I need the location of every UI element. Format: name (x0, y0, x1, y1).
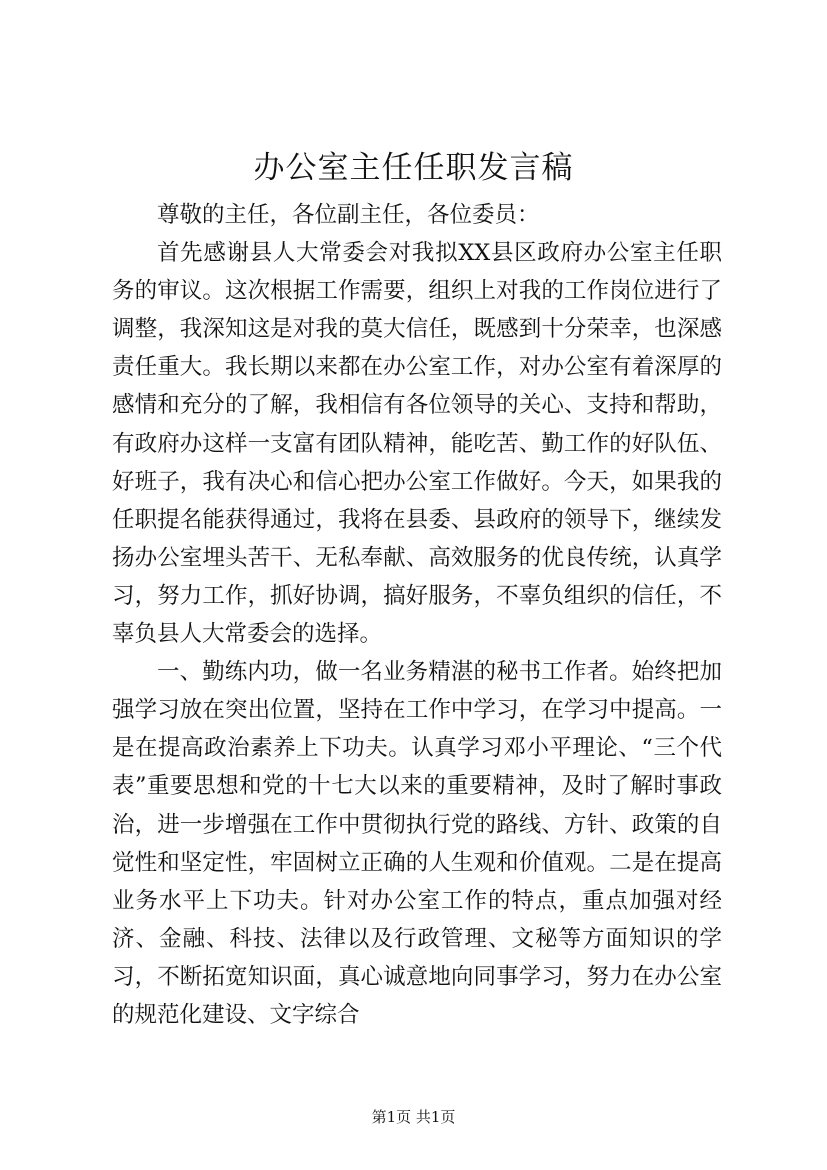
section-one-paragraph: 一、勤练内功，做一名业务精湛的秘书工作者。始终把加强学习放在突出位置，坚持在工作中学习，在学习中提高。一是在提高政治素养上下功夫。认真学习邓小平理论、“三个代表”重要思想和党的十七大以来的重要精神，及时了解时事政治，进一步增强在工作中贯彻执行党的路线、方针、政策的自觉性和坚定性，牢固树立正确的人生观和价值观。二是在提高业务水平上下功夫。针对办公室工作的特点，重点加强对经济、金融、科技、法律以及行政管理、文秘等方面知识的学习，不断拓宽知识面，真心诚意地向同事学习，努力在办公室的规范化建设、文字综合 (112, 659, 722, 1028)
document-body (112, 196, 722, 1034)
document-title: 办公室主任任职发言稿 (253, 150, 574, 186)
salutation-paragraph: 尊敬的主任，各位副主任，各位委员： (157, 202, 540, 228)
intro-paragraph: 首先感谢县人大常委会对我拟XX县区政府办公室主任职务的审议。这次根据工作需要，组织上对我的工作岗位进行了调整，我深知这是对我的莫大信任，既感到十分荣幸，也深感责任重大。我长期以来都在办公室工作，对办公室有着深厚的感情和充分的了解，我相信有各位领导的关心、支持和帮助，有政府办这样一支富有团队精神，能吃苦、勤工作的好队伍、好班子，我有决心和信心把办公室工作做好。今天，如果我的任职提名能获得通过，我将在县委、县政府的领导下，继续发扬办公室埋头苦干、无私奉献、高效服务的优良传统，认真学习，努力工作，抓好协调，搞好服务，不辜负组织的信任，不辜负县人大常委会的选择。 (112, 240, 722, 648)
page-footer: 第1页 共1页 (371, 1108, 456, 1126)
